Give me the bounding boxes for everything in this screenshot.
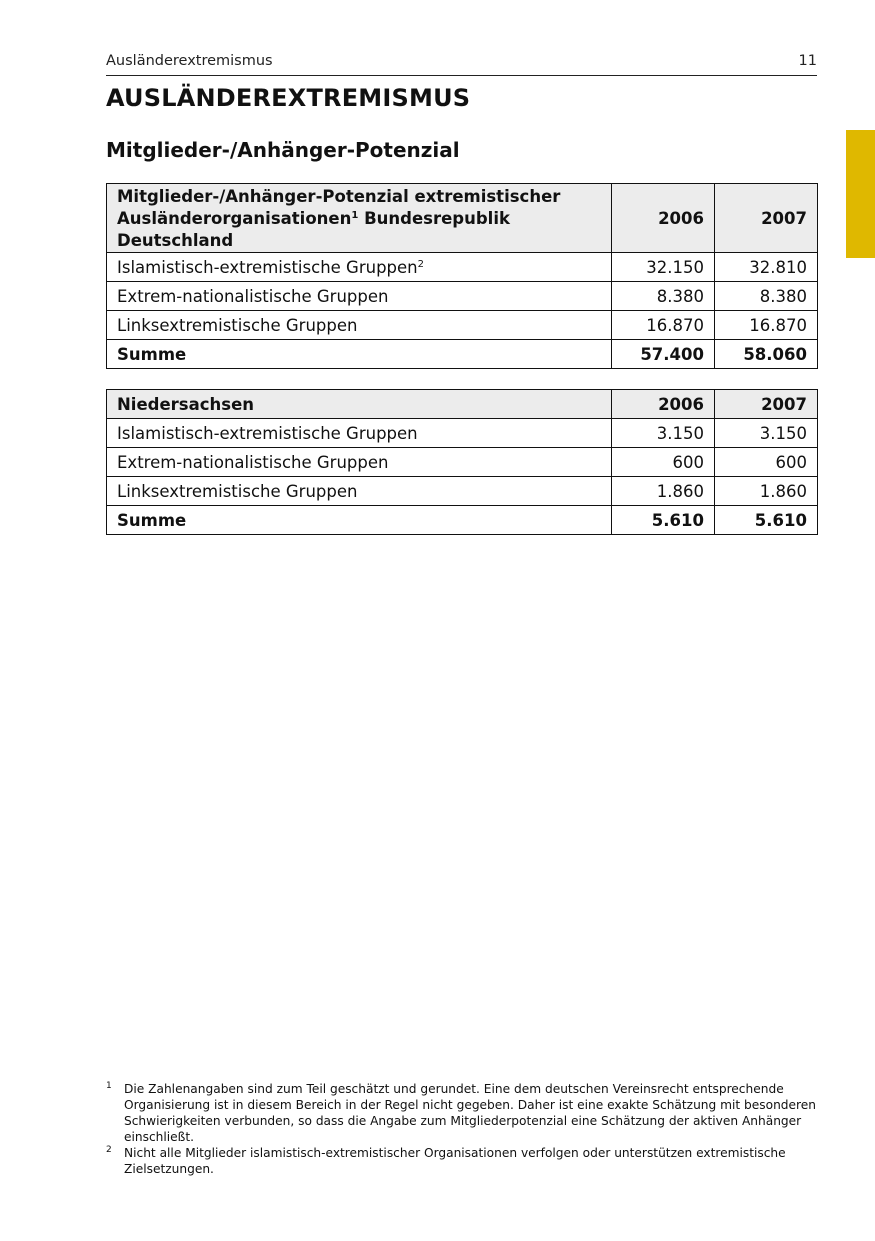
- value-2007: 1.860: [715, 477, 818, 506]
- table-row: [107, 253, 818, 282]
- year-header-2006: 2006: [612, 184, 715, 253]
- header-line-2: Ausländerorganisationen: [117, 209, 352, 228]
- table-header-row: [107, 390, 818, 419]
- sum-label: Summe: [107, 506, 612, 535]
- table-header-label: Niedersachsen: [107, 390, 612, 419]
- sum-label: Summe: [107, 340, 612, 369]
- footnote-text: Die Zahlenangaben sind zum Teil geschätzt und gerundet. Eine dem deutschen Vereinsrecht entsprechende Organisierung ist in diesem Bereich in der Regel nicht gegeben. Daher ist eine exakte Schätzung mit besonderen Schwierigkeiten verbunden, so dass die Angabe zum Mitgliederpotenzial eine Schätzung der aktiven Anhänger einschließt.: [124, 1082, 817, 1144]
- section-subtitle: Mitglieder-/Anhänger-Potenzial: [106, 138, 460, 162]
- year-header-2006: 2006: [612, 390, 715, 419]
- footnote-ref: 2: [417, 258, 425, 270]
- row-label: Linksextremistische Gruppen: [107, 311, 612, 340]
- row-label-text: Islamistisch-extremistische Gruppen: [117, 257, 418, 277]
- section-thumb-tab: [846, 130, 875, 258]
- sum-row: [107, 340, 818, 369]
- table-header-row: [107, 184, 818, 253]
- running-title: Ausländerextremismus: [106, 53, 273, 69]
- value-2006: 32.150: [612, 253, 715, 282]
- value-2006: 3.150: [612, 419, 715, 448]
- footnote-mark: 1: [106, 1081, 112, 1091]
- header-line-2b: Bundesrepublik Deutschland: [117, 209, 510, 250]
- sum-row: [107, 506, 818, 535]
- value-2006: 1.860: [612, 477, 715, 506]
- value-2006: 8.380: [612, 282, 715, 311]
- table-row: [107, 282, 818, 311]
- table-row: [107, 311, 818, 340]
- footnote-text: Nicht alle Mitglieder islamistisch-extremistischer Organisationen verfolgen oder unterstützen extremistische Zielsetzungen.: [124, 1146, 786, 1176]
- row-label: Islamistisch-extremistische Gruppen: [107, 419, 612, 448]
- sum-2007: 5.610: [715, 506, 818, 535]
- table-header-label: [107, 184, 612, 253]
- footnote-mark: 2: [106, 1145, 112, 1155]
- row-label: Extrem-nationalistische Gruppen: [107, 448, 612, 477]
- year-header-2007: 2007: [715, 390, 818, 419]
- row-label: [107, 253, 612, 282]
- running-head: [106, 51, 817, 76]
- row-label: Extrem-nationalistische Gruppen: [107, 282, 612, 311]
- value-2007: 8.380: [715, 282, 818, 311]
- sum-2006: 57.400: [612, 340, 715, 369]
- value-2007: 32.810: [715, 253, 818, 282]
- footnote-1: [106, 1081, 818, 1145]
- table-row: [107, 448, 818, 477]
- value-2007: 3.150: [715, 419, 818, 448]
- federal-members-table: [106, 183, 818, 369]
- footnote-ref: 1: [351, 210, 359, 221]
- footnote-2: [106, 1145, 818, 1177]
- sum-2007: 58.060: [715, 340, 818, 369]
- row-label: Linksextremistische Gruppen: [107, 477, 612, 506]
- year-header-2007: 2007: [715, 184, 818, 253]
- header-line-1: Mitglieder-/Anhänger-Potenzial extremistischer: [117, 187, 561, 206]
- value-2007: 600: [715, 448, 818, 477]
- value-2006: 16.870: [612, 311, 715, 340]
- sum-2006: 5.610: [612, 506, 715, 535]
- page-number: 11: [798, 53, 817, 69]
- footnotes: [106, 1081, 818, 1177]
- table-row: [107, 477, 818, 506]
- table-row: [107, 419, 818, 448]
- page-title: AUSLÄNDEREXTREMISMUS: [106, 84, 471, 112]
- value-2006: 600: [612, 448, 715, 477]
- value-2007: 16.870: [715, 311, 818, 340]
- lower-saxony-table: [106, 389, 818, 535]
